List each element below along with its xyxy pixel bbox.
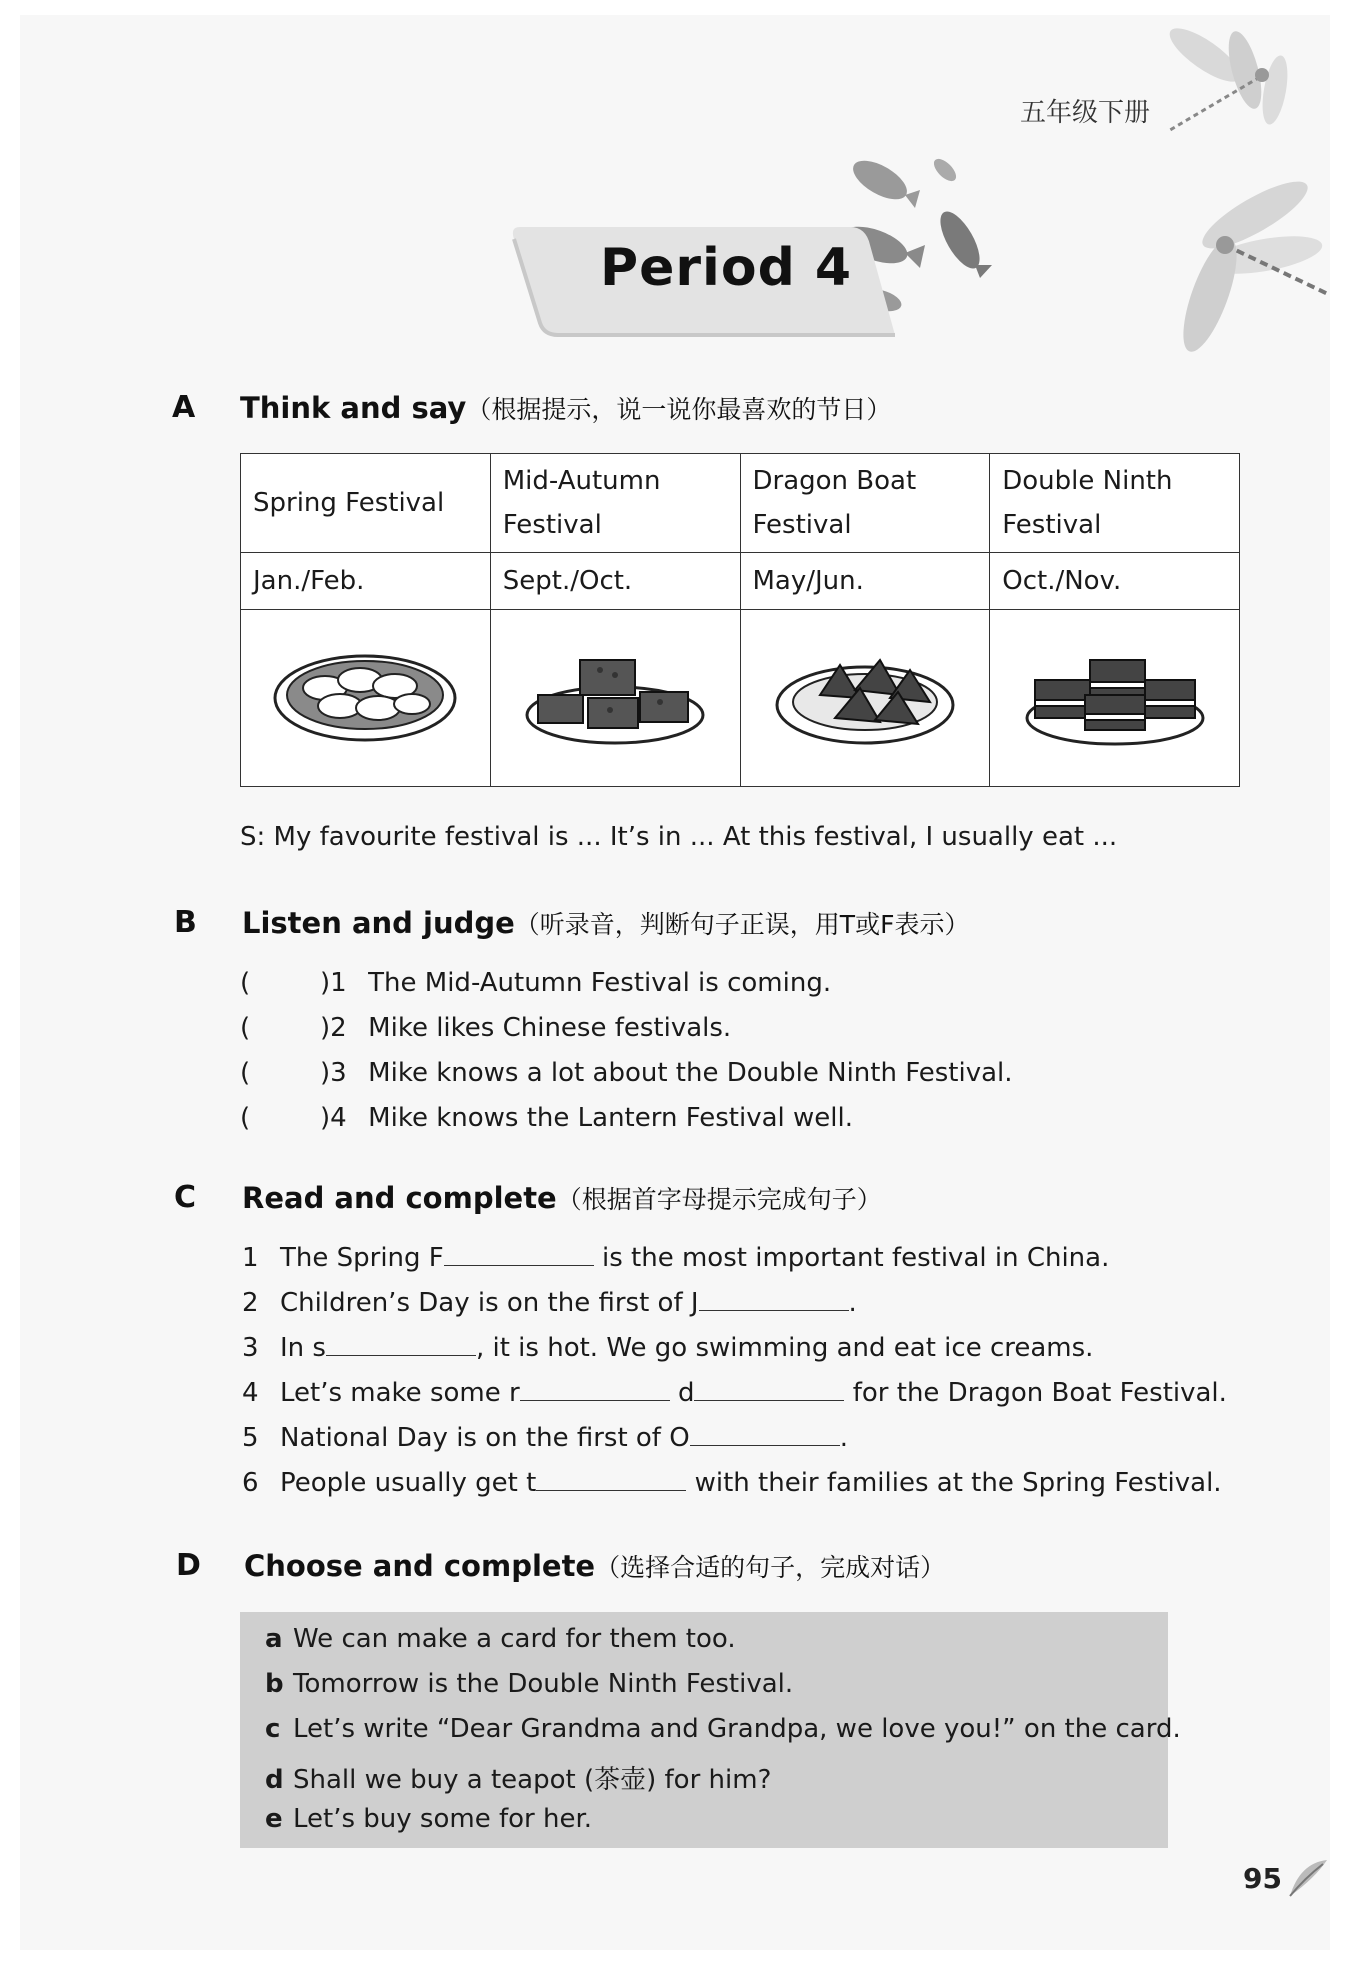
judge-item: ( )4 Mike knows the Lantern Festival well. xyxy=(240,1103,853,1133)
grade-label: 五年级下册 xyxy=(1020,98,1151,128)
rice-dumplings-icon xyxy=(770,640,960,750)
answer-blank[interactable] xyxy=(536,1468,686,1491)
section-a-title-zh: （根据提示，说一说你最喜欢的节日） xyxy=(466,395,892,424)
festival-table xyxy=(240,453,1240,787)
section-d-title-zh: （选择合适的句子，完成对话） xyxy=(595,1553,946,1582)
section-b-title xyxy=(242,905,969,941)
choices-box xyxy=(240,1612,1181,1848)
section-b-title-zh: （听录音，判断句子正误，用T或F表示） xyxy=(514,910,970,939)
section-d-letter: D xyxy=(176,1548,201,1583)
leaf-icon xyxy=(1285,1858,1330,1898)
section-c-title xyxy=(242,1180,882,1216)
section-d-title-en: Choose and complete xyxy=(244,1549,596,1583)
festival-month-cell: Sept./Oct. xyxy=(490,553,740,610)
answer-blank[interactable] xyxy=(690,1423,840,1446)
page-title: Period 4 xyxy=(600,238,853,298)
food-cell xyxy=(241,610,491,787)
food-cell xyxy=(490,610,740,787)
complete-item: 6 People usually get t with their families at the Spring Festival. xyxy=(242,1468,1222,1498)
section-c-title-en: Read and complete xyxy=(242,1181,557,1215)
section-c-title-zh: （根据首字母提示完成句子） xyxy=(556,1185,882,1214)
festival-month-cell: Jan./Feb. xyxy=(241,553,491,610)
complete-item: 4 Let’s make some r d for the Dragon Boat Festival. xyxy=(242,1378,1227,1408)
complete-item: 1 The Spring F is the most important festival in China. xyxy=(242,1243,1110,1273)
judge-item: ( )2 Mike likes Chinese festivals. xyxy=(240,1013,732,1043)
answer-blank[interactable] xyxy=(520,1378,670,1401)
complete-item: 5 National Day is on the first of O . xyxy=(242,1423,848,1453)
dragonfly-icon xyxy=(1150,145,1330,375)
answer-blank[interactable] xyxy=(444,1243,594,1266)
section-a-title-en: Think and say xyxy=(240,391,467,425)
section-c-letter: C xyxy=(174,1180,197,1215)
festival-name-cell: Spring Festival xyxy=(241,454,491,553)
choice-item: d Shall we buy a teapot (茶壶) for him? xyxy=(265,1765,772,1795)
choice-item: b Tomorrow is the Double Ninth Festival. xyxy=(265,1669,794,1699)
answer-blank[interactable] xyxy=(694,1378,844,1401)
page-number: 95 xyxy=(1243,1862,1282,1895)
complete-item: 3 In s , it is hot. We go swimming and eat ice creams. xyxy=(242,1333,1094,1363)
festival-name-cell: Double Ninth Festival xyxy=(990,454,1240,553)
section-d-title xyxy=(244,1548,945,1584)
festival-month-cell: May/Jun. xyxy=(740,553,990,610)
section-b-letter: B xyxy=(174,905,197,940)
choice-item: e Let’s buy some for her. xyxy=(265,1804,593,1834)
food-cell xyxy=(740,610,990,787)
dumplings-icon xyxy=(270,640,460,750)
food-cell xyxy=(990,610,1240,787)
section-a-letter: A xyxy=(172,390,196,425)
festival-name-cell: Dragon Boat Festival xyxy=(740,454,990,553)
answer-blank[interactable] xyxy=(326,1333,476,1356)
judge-item: ( )1 The Mid-Autumn Festival is coming. xyxy=(240,968,832,998)
judge-item: ( )3 Mike knows a lot about the Double Ninth Festival. xyxy=(240,1058,1013,1088)
section-a-prompt: S: My favourite festival is ... It’s in ... At this festival, I usually eat ... xyxy=(240,822,1118,852)
answer-blank[interactable] xyxy=(699,1288,849,1311)
section-b-title-en: Listen and judge xyxy=(242,906,515,940)
choice-item: c Let’s write “Dear Grandma and Grandpa, we love you!” on the card. xyxy=(265,1714,1181,1744)
choice-item: a We can make a card for them too. xyxy=(265,1624,736,1654)
section-a-title xyxy=(240,390,891,426)
complete-item: 2 Children’s Day is on the first of J . xyxy=(242,1288,857,1318)
mooncakes-icon xyxy=(520,640,710,750)
double-ninth-cakes-icon xyxy=(1020,640,1210,750)
festival-name-cell: Mid-Autumn Festival xyxy=(490,454,740,553)
festival-month-cell: Oct./Nov. xyxy=(990,553,1240,610)
dragonfly-icon xyxy=(1150,15,1330,155)
